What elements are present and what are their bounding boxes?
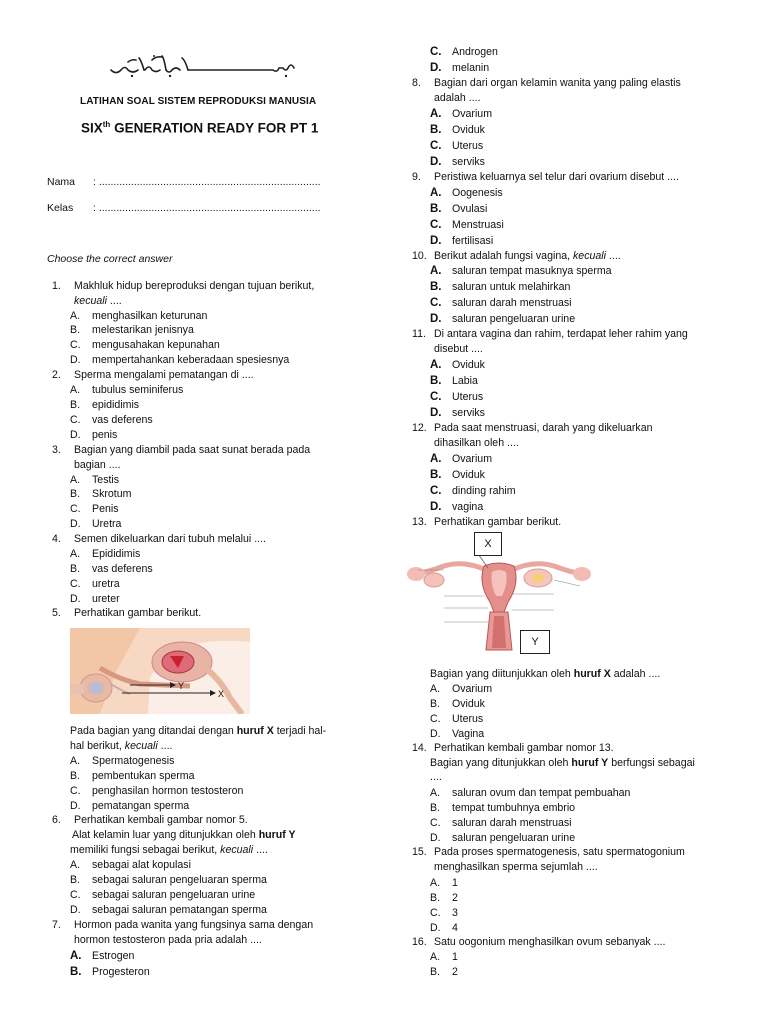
option-14a[interactable]: A. saluran ovum dan tempat pembuahan — [430, 787, 631, 799]
option-9a[interactable]: A. Oogenesis — [430, 187, 503, 199]
option-5b[interactable]: B. pembentukan sperma — [70, 770, 195, 782]
option-4b[interactable]: B. vas deferens — [70, 563, 153, 575]
name-label: Nama — [47, 176, 76, 188]
option-11b[interactable]: B. Labia — [430, 375, 478, 387]
option-15c[interactable]: C. 3 — [430, 907, 458, 919]
question-7-line2: hormon testosteron pada pria adalah .... — [74, 934, 262, 946]
question-5: 5. Perhatikan gambar berikut. — [52, 607, 202, 619]
option-16a[interactable]: A. 1 — [430, 951, 458, 963]
option-7d[interactable]: D. melanin — [430, 62, 490, 74]
worksheet-title: $SIX^{th}$ GENERATION READY FOR PT 1 — [81, 120, 319, 136]
option-11d[interactable]: D. serviks — [430, 407, 485, 419]
question-14: 14. Perhatikan kembali gambar nomor 13. — [412, 742, 614, 754]
question-14-line3: .... — [430, 771, 442, 783]
name-field[interactable] — [47, 176, 321, 188]
bismillah-calligraphy — [108, 50, 298, 82]
class-blank[interactable]: : ............................................................................ — [93, 202, 321, 214]
option-4c[interactable]: C. uretra — [70, 578, 120, 590]
option-13b[interactable]: B. Oviduk — [430, 698, 485, 710]
option-7a[interactable]: A. Estrogen — [70, 950, 135, 962]
figure-13-label-x: X — [474, 532, 502, 556]
question-7: 7. Hormon pada wanita yang fungsinya sama dengan — [52, 919, 314, 931]
option-9b[interactable]: B. Ovulasi — [430, 203, 488, 215]
option-12a[interactable]: A. Ovarium — [430, 453, 493, 465]
option-14b[interactable]: B. tempat tumbuhnya embrio — [430, 802, 576, 814]
option-8d[interactable]: D. serviks — [430, 156, 485, 168]
option-15a[interactable]: A. 1 — [430, 877, 458, 889]
question-12-line2: dihasilkan oleh .... — [434, 437, 519, 449]
option-12c[interactable]: C. dinding rahim — [430, 485, 516, 497]
male-reproductive-figure — [70, 628, 250, 714]
option-4d[interactable]: D. ureter — [70, 593, 120, 605]
name-blank[interactable]: : ............................................................................ — [93, 176, 321, 188]
option-1c[interactable]: C. mengusahakan kepunahan — [70, 339, 220, 351]
option-13d[interactable]: D. Vagina — [430, 728, 485, 740]
option-1d[interactable]: D. mempertahankan keberadaan spesiesnya — [70, 354, 290, 366]
question-5-stem-line2: hal berikut, kecuali .... — [70, 740, 173, 752]
option-14c[interactable]: C. saluran darah menstruasi — [430, 817, 572, 829]
option-8a[interactable]: A. Ovarium — [430, 108, 493, 120]
question-6-line2: Alat kelamin luar yang ditunjukkan oleh huruf Y — [72, 829, 296, 841]
option-10b[interactable]: B. saluran untuk melahirkan — [430, 281, 571, 293]
female-reproductive-figure — [404, 540, 594, 655]
question-16: 16. Satu oogonium menghasilkan ovum sebanyak .... — [412, 936, 666, 948]
question-2: 2. Sperma mengalami pematangan di .... — [52, 369, 254, 381]
option-6b[interactable]: B. sebagai saluran pengeluaran sperma — [70, 874, 267, 886]
option-2c[interactable]: C. vas deferens — [70, 414, 153, 426]
option-10a[interactable]: A. saluran tempat masuknya sperma — [430, 265, 612, 277]
option-2d[interactable]: D. penis — [70, 429, 118, 441]
option-15b[interactable]: B. 2 — [430, 892, 458, 904]
figure-5-label-y: Y — [178, 681, 185, 691]
question-11-line2: disebut .... — [434, 343, 483, 355]
option-3d[interactable]: D. Uretra — [70, 518, 122, 530]
option-6d[interactable]: D. sebagai saluran pematangan sperma — [70, 904, 267, 916]
question-5-stem: Pada bagian yang ditandai dengan huruf X terjadi hal- — [70, 725, 327, 737]
option-4a[interactable]: A. Epididimis — [70, 548, 141, 560]
class-field[interactable] — [47, 202, 321, 214]
option-7b[interactable]: B. Progesteron — [70, 966, 150, 978]
option-8c[interactable]: C. Uterus — [430, 140, 484, 152]
worksheet-subtitle: LATIHAN SOAL SISTEM REPRODUKSI MANUSIA — [80, 96, 317, 107]
option-2b[interactable]: B. epididimis — [70, 399, 140, 411]
question-4: 4. Semen dikeluarkan dari tubuh melalui .... — [52, 533, 266, 545]
question-15-line2: menghasilkan sperma sejumlah .... — [434, 861, 598, 873]
question-1-line2: kecuali .... — [74, 295, 122, 307]
option-12b[interactable]: B. Oviduk — [430, 469, 485, 481]
option-13a[interactable]: A. Ovarium — [430, 683, 493, 695]
option-1a[interactable]: A. menghasilkan keturunan — [70, 310, 208, 322]
class-label: Kelas — [47, 202, 74, 214]
option-12d[interactable]: D. vagina — [430, 501, 484, 513]
option-6a[interactable]: A. sebagai alat kopulasi — [70, 859, 191, 871]
question-13: 13. Perhatikan gambar berikut. — [412, 516, 562, 528]
option-3c[interactable]: C. Penis — [70, 503, 119, 515]
option-8b[interactable]: B. Oviduk — [430, 124, 485, 136]
question-15: 15. Pada proses spermatogenesis, satu spermatogonium — [412, 846, 685, 858]
option-5a[interactable]: A. Spermatogenesis — [70, 755, 175, 767]
option-3b[interactable]: B. Skrotum — [70, 488, 132, 500]
option-16b[interactable]: B. 2 — [430, 966, 458, 978]
option-3a[interactable]: A. Testis — [70, 474, 120, 486]
option-10d[interactable]: D. saluran pengeluaran urine — [430, 313, 576, 325]
figure-5-label-x: X — [218, 689, 225, 699]
instruction-text: Choose the correct answer — [47, 253, 173, 265]
option-15d[interactable]: D. 4 — [430, 922, 458, 934]
option-5c[interactable]: C. penghasilan hormon testosteron — [70, 785, 244, 797]
option-10c[interactable]: C. saluran darah menstruasi — [430, 297, 572, 309]
option-7c[interactable]: C. Androgen — [430, 46, 498, 58]
question-12: 12. Pada saat menstruasi, darah yang dikeluarkan — [412, 422, 653, 434]
question-11: 11. Di antara vagina dan rahim, terdapat leher rahim yang — [412, 328, 688, 340]
question-10: 10. Berikut adalah fungsi vagina, kecuali .... — [412, 250, 621, 262]
option-9d[interactable]: D. fertilisasi — [430, 235, 494, 247]
option-11c[interactable]: C. Uterus — [430, 391, 484, 403]
option-11a[interactable]: A. Oviduk — [430, 359, 485, 371]
option-6c[interactable]: C. sebagai saluran pengeluaran urine — [70, 889, 256, 901]
question-9: 9. Peristiwa keluarnya sel telur dari ovarium disebut .... — [412, 171, 679, 183]
question-1: 1. Makhluk hidup bereproduksi dengan tujuan berikut, — [52, 280, 315, 292]
question-6-line3: memiliki fungsi sebagai berikut, kecuali .... — [70, 844, 268, 856]
question-8-line2: adalah .... — [434, 92, 481, 104]
option-14d[interactable]: D. saluran pengeluaran urine — [430, 832, 576, 844]
question-3: 3. Bagian yang diambil pada saat sunat berada pada — [52, 444, 311, 456]
question-13-stem: Bagian yang diitunjukkan oleh huruf X adalah .... — [430, 668, 661, 680]
option-9c[interactable]: C. Menstruasi — [430, 219, 504, 231]
option-13c[interactable]: C. Uterus — [430, 713, 484, 725]
option-2a[interactable]: A. tubulus seminiferus — [70, 384, 184, 396]
option-5d[interactable]: D. pematangan sperma — [70, 800, 190, 812]
question-14-line2: Bagian yang ditunjukkan oleh huruf Y berfungsi sebagai — [430, 757, 695, 769]
option-1b[interactable]: B. melestarikan jenisnya — [70, 324, 194, 336]
figure-13-label-y: Y — [520, 630, 550, 654]
question-6: 6. Perhatikan kembali gambar nomor 5. — [52, 814, 248, 826]
question-8: 8. Bagian dari organ kelamin wanita yang paling elastis — [412, 77, 681, 89]
question-3-line2: bagian .... — [74, 459, 121, 471]
